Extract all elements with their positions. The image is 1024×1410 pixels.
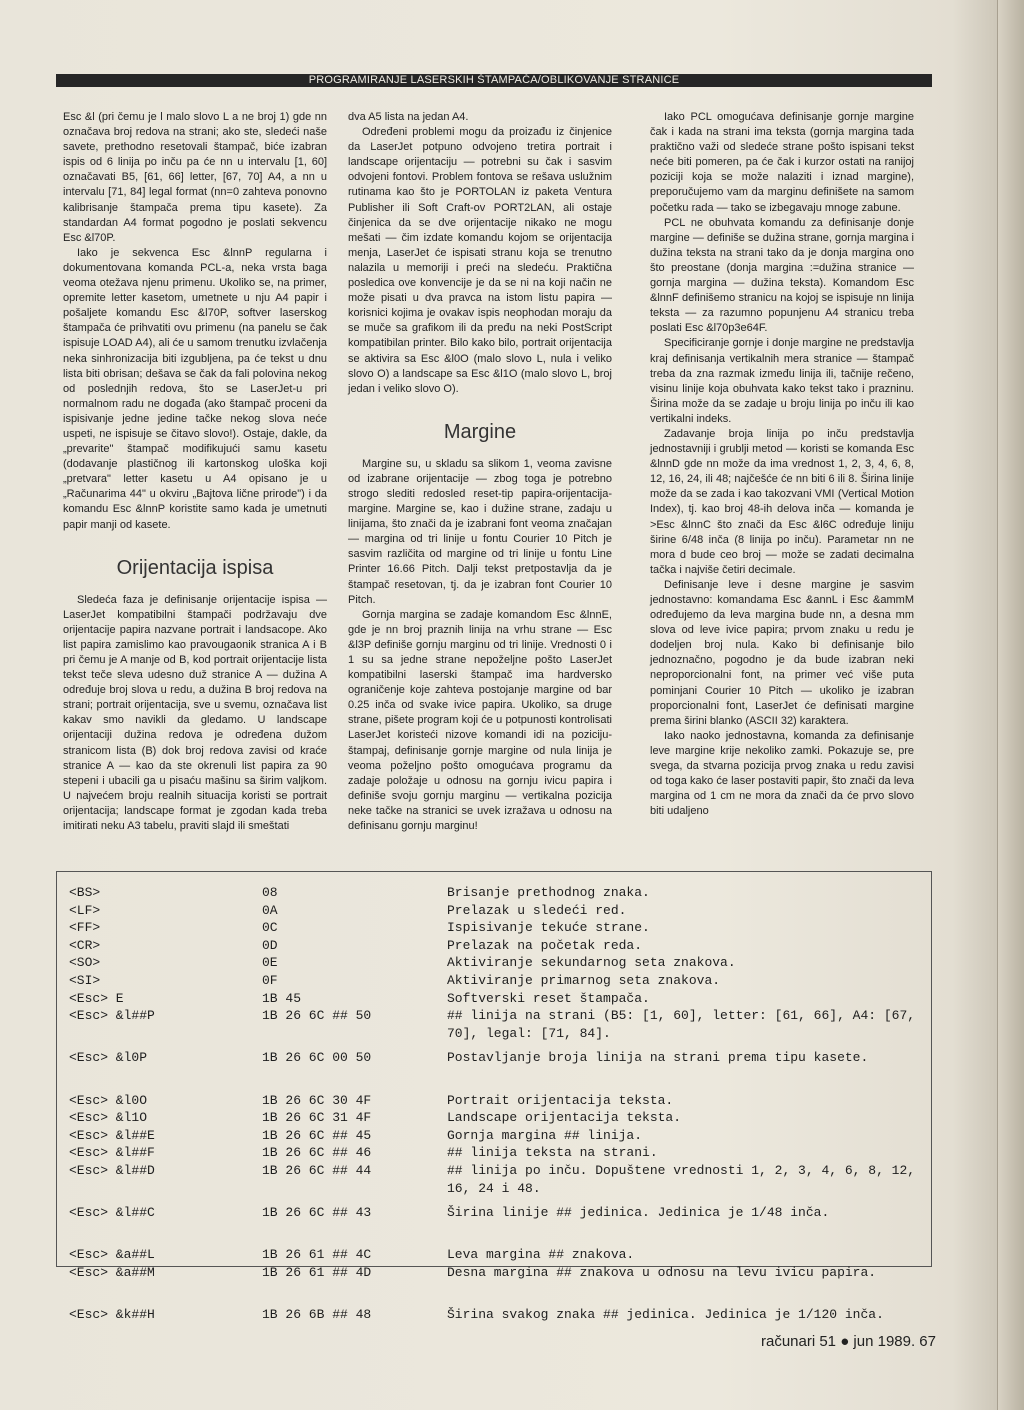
escape-code: <Esc> &l1O — [69, 1110, 148, 1126]
section-heading: Orijentacija ispisa — [116, 556, 274, 579]
description: ## linija teksta na strani. — [447, 1145, 658, 1161]
description: Prelazak u sledeći red. — [447, 902, 627, 918]
hex-code: 1B 26 6C 30 4F — [262, 1092, 372, 1108]
paragraph: Specificiranje gornje i donje margine ne predstavlja kraj definisanja vertikalnih mera stranice — štampač treba da zna razmak između linija ili, tačnije rečeno, visinu linije koja obuhvata kako tekst tako i prazninu. Širina može da se zadaje u broju linija po inču ili kao vertikalni indeks. — [650, 337, 914, 425]
escape-code: <BS> — [69, 885, 101, 900]
hex-code: 08 — [262, 885, 278, 900]
description: Aktiviranje sekundarnog seta znakova. — [447, 955, 736, 971]
hex-code: 0D — [262, 937, 278, 953]
escape-code-table — [56, 871, 932, 1323]
hex-code: 1B 26 6C ## 44 — [262, 1163, 372, 1178]
escape-code: <Esc> &l##D — [69, 1163, 155, 1178]
hex-code: 0F — [262, 973, 278, 988]
section-heading: Margine — [443, 420, 517, 443]
hex-code: 1B 26 6C ## 45 — [262, 1127, 372, 1143]
paragraph: Određeni problemi mogu da proizađu iz činjenice da LaserJet potpuno odvojeno tretira portrait i landscape orijentaciju — potrebni su čak i sasvim odvojeni fontovi. Problem fontova se rešava uslužnim rutinama kao što je PORTOLAN iz paketa Ventura Publisher ili Soft Craft-ov PORT2LAN, ali ostaje činjenica da se dve orijentacije nikako ne mogu mešati — čim izdate komandu kojom se orijentacija menja, LaserJet će ispisati stranu koja se trenutno nalazila u memoriji i preći na sledeću. Praktična posledica ove konvencije je da se ni na koji način ne može pisati u dva pravca na istom listu papira — korisnici kojima je ovakav ispis neophodan moraju da se muče sa grafikom ili da pređu na neki PostScript kompatibilan printer. Bilo kako bilo, portrait orijentacija se aktivira sa Esc &l0O (malo slovo L, nula i veliko slovo O) a landscape sa Esc &l1O (malo slovo L, broj jedan i veliko slovo O). — [348, 126, 612, 395]
description: Prelazak na početak reda. — [447, 937, 643, 953]
paragraph: Esc &l (pri čemu je l malo slovo L a ne broj 1) gde nn označava broj redova na strani; ako ste, sledeći naše savete, prethodno resetovali štampač, biće izabran ispis od 6 linija po inču pa će nn u intervalu [1, 60] označavati B5, [61, 66] letter, [67, 70] A4, a nn u intervalu [71, 84] legal format (nn=0 zahteva ponovno kalibrisanje štampača prema tipu kasete). Za standardan A4 format pogodno je poslati sekvencu Esc &l70P. — [63, 111, 327, 244]
hex-code: 1B 26 6C ## 46 — [262, 1145, 372, 1161]
paragraph: PCL ne obuhvata komandu za definisanje donje margine — definiše se dužina strane, gornja margina i dužina teksta na strani tako da je donja margina ono što preostane (donja margina :=dužina stranice — gornja margina — dužina teksta). Komandom Esc &lnnF definišemo stranicu na kojoj se ispisuje nn linija teksta — za razumno popunjenu A4 stranicu treba poslati Esc &l70p3e64F. — [650, 216, 914, 335]
escape-code: <FF> — [69, 920, 101, 936]
hex-code: 1B 45 — [262, 990, 302, 1006]
paragraph: Iako naoko jednostavna, komanda za definisanje leve margine krije nekoliko zamki. Pokazuje se, pre svega, da stvarna pozicija prvog znaka u redu zavisi od toga kako će laser postaviti papir, što znači da leva margina od 1 cm ne mora da znači da će prvo slovo biti udaljeno — [650, 729, 914, 818]
hex-code: 0A — [262, 902, 278, 918]
description: Širina svakog znaka ## jedinica. Jedinica je 1/120 inča. — [447, 1307, 884, 1323]
paragraph: Sledeća faza je definisanje orijentacije ispisa — LaserJet kompatibilni štampači podržavaju dve orijentacije papira nazvane portrait i landsacope. Ako list papira zamislimo kao pravougaonik stranica A i B pri čemu je A manje od B, kod portrait orijentacije lista tekst teče sleva udesno duž stranice A — dužina A određuje broj slova u redu, a dužina B broj redova na strani; portrait orijentacija, sve u svemu, označava list kakav smo navikli da gledamo. U landscape orijentaciji dužina redova je određena dužom stranicom lista (B) dok broj redova zavisi od kraće stranice A — kao da ste okrenuli list papira za 90 stepeni i ubacili ga u pisaću mašinu sa širim valjkom. U najvećem broju realnih situacija koristi se portrait orijentacija; landscape format je zgodan kada treba imitirati neku A3 tabelu, praviti slajd ili smeštati — [63, 593, 327, 833]
description: Aktiviranje primarnog seta znakova. — [447, 973, 721, 988]
description: ## linija na strani (B5: [1, 60], letter: [61, 66], A4: [67, 70], legal: [71, 84]. — [447, 1008, 916, 1041]
text-column-3 — [650, 110, 914, 870]
paragraph: Margine su, u skladu sa slikom 1, veoma zavisne od izabrane orijentacije — zbog toga je potrebno strogo slediti redosled reset-tip papira-orijentacija-margine. Margine se, kao i dužine strane, zadaju u linijama, što znači da je izabrani font veoma značajan — margina od tri linije u fontu Courier 10 Pitch je sasvim različita od margine od tri linije u fontu Line Printer 16.66 Pitch. Dalji tekst pretpostavlja da je štampač resetovan, tj. da je izabran font Courier 10 Pitch. — [348, 457, 612, 606]
text-column-1 — [63, 110, 327, 870]
escape-code: <Esc> E — [69, 990, 124, 1006]
escape-code: <Esc> &l0O — [69, 1092, 148, 1108]
escape-code: <Esc> &l0P — [69, 1050, 148, 1066]
description: Brisanje prethodnog znaka. — [447, 885, 650, 900]
escape-code: <Esc> &a##M — [69, 1265, 155, 1280]
paragraph: Gornja margina se zadaje komandom Esc &lnnE, gde je nn broj praznih linija na vrhu strane — Esc &l3P definiše gornju marginu od tri linije. Vrednosti 0 i 1 su sa jedne strane nepoželjne pošto LaserJet kompatibilni laserski štampač ima hardversko ograničenje koje zahteva postojanje margine od bar 0.25 inča od svake ivice papira. Ukoliko, sa druge strane, pišete program koji će u potpunosti kontrolisati LaserJet koristeći nizove komandi idi na poziciju-štampaj, definisanje gornje margine od nula linija je veoma poželjno pošto omogućava programu da zadaje položaje u odnosu na gornju ivicu papira i definiše svoju gornju marginu — vertikalna pozicija neke tačke na stranici se uvek izražava u odnosu na definisanu gornju marginu! — [348, 608, 612, 833]
paragraph: Iako je sekvenca Esc &lnnP regularna i dokumentovana komanda PCL-a, neka vrsta baga veoma otežava njenu primenu. Ukoliko se, na primer, opremite letter kasetom, umetnete u nju A4 papir i pošaljete komandu Esc &l70P, softver laserskog štampača će prihvatiti ovu primenu (na panelu se čak ispisuje LOAD A4), ali će u samom trenutku izvlačenja neka sinhronizacija biti izgubljena, pa će tekst u dnu lista biti obrisan; dešava se čak da fali polovina nekog od poslednjih redova, što se LaserJet-u pri normalnom radu ne događa (ako štampač proceni da ispisivanje jedne jedine tačke nekog slova neće uspeti, ne ispisuje se čitavo slovo!). Ostaje, dakle, da „prevarite" štampač modifikujući samu kasetu (dodavanje plastičnog ili kartonskog uloška koji „pretvara" letter kasetu u A4 opisano je u „Računarima 44" u okviru „Bajtova lične prirode") i da komandu Esc &lnnP koristite samo kada je umetnuti papir manji od kasete. — [63, 246, 327, 531]
description: Gornja margina ## linija. — [447, 1127, 643, 1143]
paragraph: Definisanje leve i desne margine je sasvim jednostavno: komandama Esc &annL i Esc &ammM određujemo da leva margina bude nn, a desna mm slova od leve ivice papira; prvom znaku u redu je dodeljen broj nula. Kako bi definisanje bilo jednoznačno, pogodno je da bude izabran neki neproporcionalni font, na primer već više puta pominjani Courier 10 Pitch — ukoliko je izabran proporcionalni font, LaserJet će definisati margine prema širini blanko (ASCII 32) karaktera. — [650, 578, 914, 727]
description: Softverski reset štampača. — [447, 990, 650, 1006]
escape-code: <Esc> &l##C — [69, 1205, 155, 1221]
hex-code: 1B 26 61 ## 4C — [262, 1247, 372, 1263]
page-footer: računari 51 ● jun 1989. 67 — [760, 1333, 936, 1350]
hex-code: 1B 26 6C ## 43 — [262, 1205, 372, 1221]
escape-code: <Esc> &k##H — [69, 1307, 155, 1323]
description: Desna margina ## znakova u odnosu na levu ivicu papira. — [447, 1265, 877, 1280]
hex-code: 1B 26 6C ## 50 — [262, 1008, 372, 1024]
paragraph: Zadavanje broja linija po inču predstavlja jednostavniji i grublji metod — koristi se komanda Esc &lnnD gde nn može da ima vrednost 1, 2, 3, 4, 6, 8, 12, 16, 24, ili 48; najčešće će nn biti 6 ili 8. Širina linije može da se zada i kao takozvani VMI (Vertical Motion Index), tj. kao broj 48-ih delova inča — komanda je >Esc &lnnC što znači da Esc &l6C određuje liniju širine 6/48 inča (8 linija po inču). Parametar nn ne mora d bude ceo broj — može se zadati decimalna tačka i najviše četiri decimale. — [650, 427, 914, 576]
escape-code: <Esc> &l##P — [69, 1008, 155, 1024]
hex-code: 0C — [262, 920, 278, 936]
section-header: PROGRAMIRANJE LASERSKIH ŠTAMPAČA/OBLIKOVANJE STRANICE — [56, 74, 932, 87]
hex-code: 1B 26 61 ## 4D — [262, 1265, 372, 1280]
description: Ispisivanje tekuće strane. — [447, 920, 650, 936]
escape-code: <CR> — [69, 937, 101, 953]
page-edge — [997, 0, 1024, 1410]
paragraph: Iako PCL omogućava definisanje gornje margine čak i kada na strani ima teksta (gornja margina tada praktično važi od sledeće strane pošto ispisani tekst neće biti pomeren, pa će čak i kurzor ostati na ranijoj poziciji koja se može nalaziti i iznad margine), preporučujemo vam da marginu definišete na samom početku rada — tako se izbegavaju mnoge zabune. — [650, 111, 914, 214]
escape-code: <SO> — [69, 955, 101, 971]
escape-code: <SI> — [69, 973, 101, 988]
description: Landscape orijentacija teksta. — [447, 1110, 682, 1126]
escape-code: <LF> — [69, 902, 101, 918]
description: Širina linije ## jedinica. Jedinica je 1/48 inča. — [447, 1205, 830, 1221]
escape-code: <Esc> &l##E — [69, 1127, 155, 1143]
description: Leva margina ## znakova. — [447, 1247, 635, 1263]
hex-code: 1B 26 6B ## 48 — [262, 1307, 372, 1323]
text-column-2 — [348, 110, 612, 870]
hex-code: 1B 26 6C 00 50 — [262, 1050, 372, 1066]
description: ## linija po inču. Dopuštene vrednosti 1, 2, 3, 4, 6, 8, 12, 16, 24 i 48. — [447, 1163, 916, 1196]
hex-code: 1B 26 6C 31 4F — [262, 1110, 372, 1126]
paragraph: dva A5 lista na jedan A4. — [348, 111, 469, 123]
hex-code: 0E — [262, 955, 278, 971]
escape-code: <Esc> &l##F — [69, 1145, 155, 1161]
description: Portrait orijentacija teksta. — [447, 1092, 674, 1108]
escape-code: <Esc> &a##L — [69, 1247, 155, 1263]
description: Postavljanje broja linija na strani prema tipu kasete. — [447, 1050, 869, 1066]
